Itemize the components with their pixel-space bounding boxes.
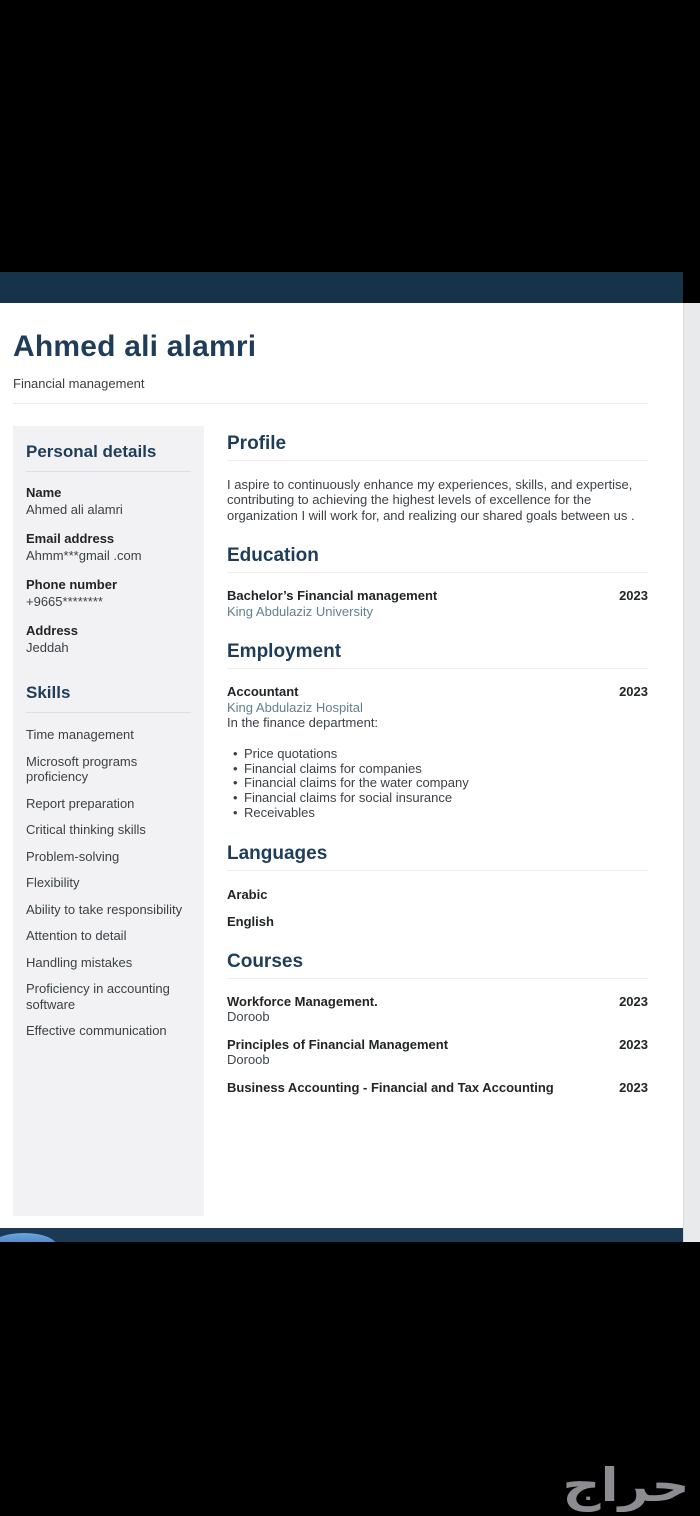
company-name: King Abdulaziz Hospital — [227, 699, 363, 715]
profile-section — [227, 432, 648, 523]
course-name: Principles of Financial Management — [227, 1036, 449, 1052]
language-item: Arabic — [227, 886, 268, 902]
skill-item: Time management — [26, 727, 134, 742]
field-value: Jeddah — [26, 640, 69, 655]
sidebar-panel — [13, 426, 204, 1216]
course-name: Business Accounting - Financial and Tax Accounting — [227, 1079, 554, 1095]
skill-item: Handling mistakes — [26, 954, 133, 970]
document-top-band — [0, 272, 683, 303]
haraj-watermark-logo: حراج — [562, 1458, 690, 1512]
employment-note: In the finance department: — [227, 715, 379, 731]
courses-section — [227, 950, 648, 1096]
course-entry — [227, 1037, 648, 1068]
entry-year: 2023 — [619, 684, 648, 700]
employment-entry — [227, 684, 648, 820]
employment-bullets — [233, 747, 648, 821]
field-label: Name — [26, 485, 62, 500]
bullet-item: • Financial claims for companies — [233, 762, 648, 777]
job-title: Financial management — [13, 376, 145, 391]
employment-title: Employment — [227, 640, 648, 669]
courses-title: Courses — [227, 950, 648, 979]
skill-item: Proficiency in accounting software — [26, 981, 170, 1012]
entry-year: 2023 — [619, 993, 648, 1009]
skill-item: Problem-solving — [26, 848, 120, 864]
document-columns — [0, 404, 683, 1216]
entry-year: 2023 — [619, 1036, 648, 1052]
education-section — [227, 544, 648, 619]
skill-item: Report preparation — [26, 795, 135, 811]
letterbox-bottom — [0, 1242, 700, 1516]
blue-circle-logo — [0, 1233, 56, 1242]
skill-item: Microsoft programs proficiency — [26, 753, 138, 784]
letterbox-top — [0, 0, 700, 272]
profile-title: Profile — [227, 432, 648, 461]
personal-details-title: Personal details — [26, 442, 191, 472]
education-title: Education — [227, 544, 648, 573]
page-edge-strip — [683, 303, 700, 1242]
languages-section — [227, 842, 648, 929]
document-header — [0, 303, 683, 404]
degree-title: Bachelor’s Financial management — [227, 588, 438, 604]
skill-item: Attention to detail — [26, 928, 127, 943]
profile-text: I aspire to continuously enhance my experiences, skills, and expertise, contributing to achieving the highest levels of excellence for the organization I will work for, and realizing our shared goals between us . — [227, 477, 635, 523]
field-name — [26, 485, 191, 518]
course-name: Workforce Management. — [227, 993, 378, 1009]
course-entry — [227, 1080, 648, 1096]
field-label: Address — [26, 623, 79, 638]
entry-year: 2023 — [619, 588, 648, 604]
skill-item: Effective communication — [26, 1023, 167, 1038]
bullet-item: • Receivables — [233, 806, 648, 821]
role-title: Accountant — [227, 684, 299, 700]
field-value: +9665******** — [26, 594, 103, 609]
entry-year: 2023 — [619, 1079, 648, 1095]
bullet-item: • Financial claims for the water company — [233, 776, 648, 791]
language-item: English — [227, 913, 274, 929]
languages-title: Languages — [227, 842, 648, 871]
field-label: Email address — [26, 531, 115, 546]
education-entry — [227, 588, 648, 619]
bullet-item: • Price quotations — [233, 747, 648, 762]
school-name: King Abdulaziz University — [227, 603, 373, 619]
main-column — [227, 426, 648, 1095]
course-provider: Doroob — [227, 1052, 270, 1068]
field-phone — [26, 577, 191, 610]
employment-section — [227, 640, 648, 820]
field-value: Ahmed ali alamri — [26, 502, 123, 517]
field-email — [26, 531, 191, 564]
skill-item: Ability to take responsibility — [26, 901, 183, 917]
skills-list — [26, 727, 191, 1039]
field-label: Phone number — [26, 577, 118, 592]
skill-item: Critical thinking skills — [26, 822, 146, 837]
document-bottom-band — [0, 1228, 683, 1242]
bullet-item: • Financial claims for social insurance — [233, 791, 648, 806]
skills-title: Skills — [26, 683, 191, 713]
cv-document — [0, 272, 683, 1242]
field-address — [26, 623, 191, 656]
field-value: Ahmm***gmail .com — [26, 548, 142, 563]
course-provider: Doroob — [227, 1009, 270, 1025]
name-heading: Ahmed ali alamri — [13, 330, 257, 363]
skill-item: Flexibility — [26, 875, 80, 890]
course-entry — [227, 994, 648, 1025]
